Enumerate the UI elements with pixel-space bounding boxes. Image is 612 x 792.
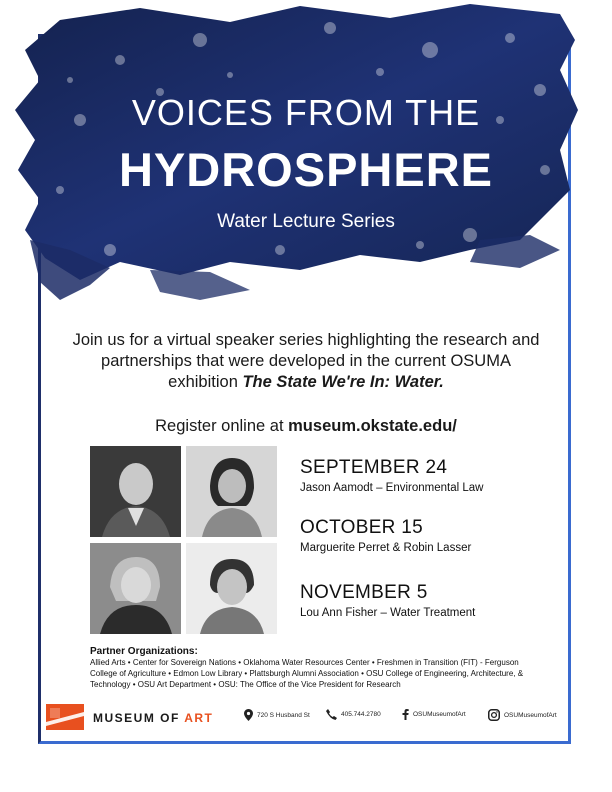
facebook-icon <box>402 709 409 720</box>
instagram-handle: OSUMuseumofArt <box>504 711 557 719</box>
event-date: NOVEMBER 5 <box>300 582 428 603</box>
phone-text: 405.744.2780 <box>341 711 381 718</box>
footer <box>46 702 566 732</box>
subtitle: Water Lecture Series <box>217 211 395 232</box>
address-item <box>244 709 310 721</box>
partners-heading: Partner Organizations: <box>90 646 198 657</box>
register-prefix: Register online at <box>155 417 289 435</box>
title-line-1: VOICES FROM THE <box>131 92 481 133</box>
speaker-photo-4 <box>186 543 277 634</box>
location-pin-icon <box>244 709 253 721</box>
instagram-icon <box>488 709 500 721</box>
intro-paragraph <box>70 330 542 393</box>
museum-name-main: MUSEUM OF <box>93 711 185 725</box>
title-line-2: HYDROSPHERE <box>118 143 493 196</box>
speaker-photo-2 <box>186 446 277 537</box>
event-2 <box>300 517 471 554</box>
register-line <box>0 417 612 436</box>
facebook-handle: OSUMuseumofArt <box>413 711 466 718</box>
facebook-item[interactable] <box>402 709 466 720</box>
partner-organizations <box>90 646 530 690</box>
event-speaker: Lou Ann Fisher – Water Treatment <box>300 607 476 619</box>
exhibition-title: The State We're In: Water. <box>242 373 444 391</box>
event-speaker: Jason Aamodt – Environmental Law <box>300 482 484 494</box>
partners-list: Allied Arts • Center for Sovereign Nations • Oklahoma Water Resources Center • Freshmen in Transition (FIT) - Ferguson College of Agriculture • Edmon Low Library • Plattsburgh Alumni Association • OSU College of Engineering, Architecture, & Technology • OSU Art Department • OSU: The Office of the Vice President for Research <box>90 658 524 689</box>
event-3 <box>300 582 475 619</box>
event-date: SEPTEMBER 24 <box>300 457 448 478</box>
instagram-item[interactable] <box>488 709 557 721</box>
museum-name-accent: ART <box>184 711 214 725</box>
event-date: OCTOBER 15 <box>300 517 424 538</box>
museum-name <box>93 711 213 725</box>
address-text: 720 S Husband St <box>257 711 310 719</box>
event-1 <box>300 457 483 494</box>
phone-icon <box>326 709 337 720</box>
intro-text: Join us for a virtual speaker series highlighting the research and partnerships that were developed in the current OSUMA exhibition <box>72 331 540 391</box>
phone-item <box>326 709 381 720</box>
speaker-photo-1 <box>90 446 181 537</box>
event-speaker: Marguerite Perret & Robin Lasser <box>300 542 472 554</box>
speaker-photo-3 <box>90 543 181 634</box>
osu-logo <box>46 704 84 730</box>
register-link[interactable]: museum.okstate.edu/ <box>288 417 457 435</box>
